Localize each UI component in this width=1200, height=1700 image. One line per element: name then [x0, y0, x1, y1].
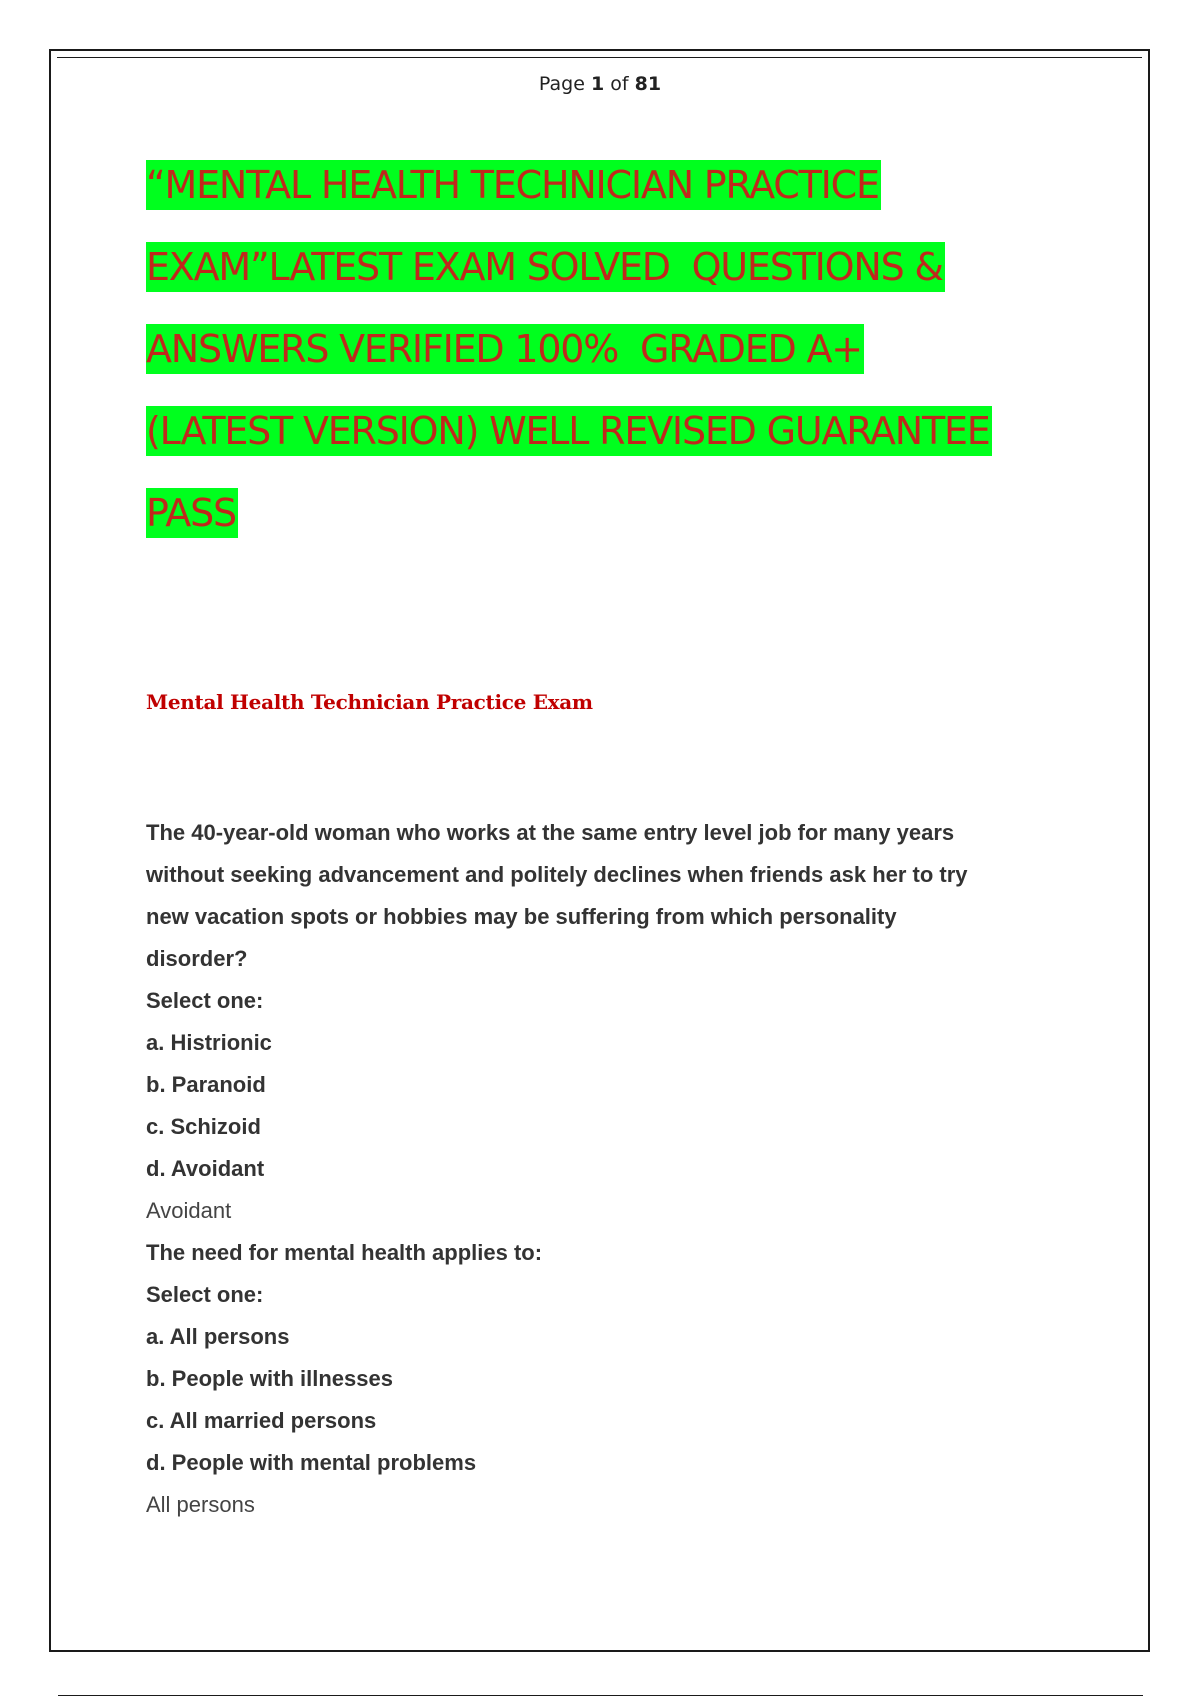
- next-page-rule: [58, 1695, 1143, 1696]
- answer-text: All persons: [146, 1492, 255, 1517]
- page-of: of: [610, 73, 629, 95]
- option-b: b. Paranoid: [146, 1072, 266, 1097]
- option-b: b. People with illnesses: [146, 1366, 393, 1391]
- title-line: [146, 472, 1106, 554]
- title-line: [146, 226, 1106, 308]
- option-c: c. Schizoid: [146, 1114, 261, 1139]
- option-d: d. Avoidant: [146, 1156, 265, 1181]
- title-line: [146, 308, 1106, 390]
- title-text: “MENTAL HEALTH TECHNICIAN PRACTICE: [146, 160, 881, 210]
- option-d: d. People with mental problems: [146, 1450, 477, 1475]
- question-line: The 40-year-old woman who works at the same entry level job for many years: [146, 820, 955, 845]
- title-text: (LATEST VERSION) WELL REVISED GUARANTEE: [146, 406, 992, 456]
- title-text: EXAM”LATEST EXAM SOLVED QUESTIONS &: [146, 242, 945, 292]
- select-prompt: Select one:: [146, 1282, 264, 1307]
- select-prompt: Select one:: [146, 988, 264, 1013]
- question-line: disorder?: [146, 946, 248, 971]
- question-text: [146, 1232, 1076, 1274]
- question-item: [146, 812, 1076, 1232]
- page-total: 81: [634, 73, 662, 95]
- question-list: [146, 812, 1076, 1526]
- option-a: a. Histrionic: [146, 1030, 272, 1055]
- option-a: a. All persons: [146, 1324, 290, 1349]
- section-heading: Mental Health Technician Practice Exam: [146, 690, 593, 714]
- page-number: [0, 73, 1200, 95]
- title-text: ANSWERS VERIFIED 100% GRADED A+: [146, 324, 864, 374]
- header-rule: [57, 57, 1142, 58]
- document-title: [146, 144, 1106, 554]
- question-line: without seeking advancement and politely declines when friends ask her to try: [146, 862, 968, 887]
- title-text: PASS: [146, 488, 238, 538]
- question-item: [146, 1232, 1076, 1526]
- answer-text: Avoidant: [146, 1198, 232, 1223]
- page-prefix: Page: [538, 73, 585, 95]
- question-line: The need for mental health applies to:: [146, 1240, 543, 1265]
- question-text: [146, 812, 1076, 980]
- title-line: [146, 390, 1106, 472]
- title-line: [146, 144, 1106, 226]
- question-line: new vacation spots or hobbies may be suffering from which personality: [146, 904, 897, 929]
- page-current: 1: [590, 73, 605, 95]
- option-c: c. All married persons: [146, 1408, 377, 1433]
